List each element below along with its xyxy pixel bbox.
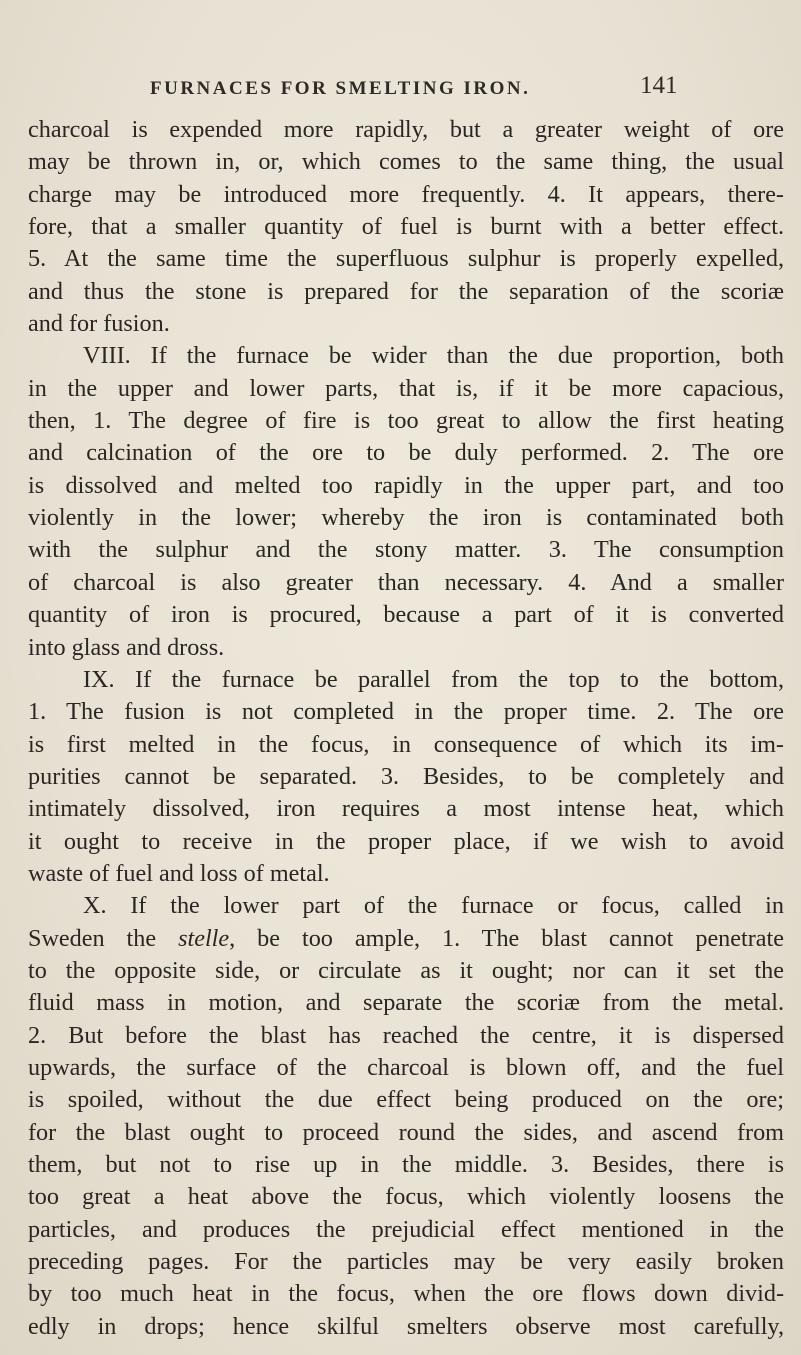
text-line: IX. If the furnace be parallel from the top to the bottom, [83,665,784,693]
text-line: violently in the lower; whereby the iron is contaminated both [28,504,784,532]
running-title: FURNACES FOR SMELTING IRON. [150,78,531,99]
text-line: may be thrown in, or, which comes to the same thing, the usual [28,148,784,176]
page-number: 141 [640,72,678,99]
text-line: 5. At the same time the superfluous sulphur is properly expelled, [28,245,784,273]
text-line: is first melted in the focus, in consequence of which its im- [28,730,784,758]
text-line: edly in drops; hence skilful smelters observe most carefully, [28,1312,784,1340]
text-line: purities cannot be separated. 3. Besides, to be completely and [28,762,784,790]
text-line: quantity of iron is procured, because a part of it is converted [28,601,784,629]
text-line: 2. But before the blast has reached the centre, it is dispersed [28,1021,784,1049]
text-line: of charcoal is also greater than necessary. 4. And a smaller [28,568,784,596]
text-line: to the opposite side, or circulate as it ought; nor can it set the [28,956,784,984]
text-line: X. If the lower part of the furnace or focus, called in [83,892,784,920]
text-line: by too much heat in the focus, when the ore flows down divid- [28,1280,784,1308]
text-line: fluid mass in motion, and separate the scoriæ from the metal. [28,989,784,1017]
text-line: into glass and dross. [28,633,225,661]
text-line: waste of fuel and loss of metal. [28,859,330,887]
text-line: with the sulphur and the stony matter. 3. The consumption [28,536,784,564]
text-line: particles, and produces the prejudicial effect mentioned in the [28,1215,784,1243]
text-line: it ought to receive in the proper place, if we wish to avoid [28,827,784,855]
text-line: and for fusion. [28,310,170,338]
body-text [28,114,784,1340]
text-line: them, but not to rise up in the middle. 3. Besides, there is [28,1151,784,1178]
text-line: too great a heat above the focus, which violently loosens the [28,1183,784,1211]
text-line: in the upper and lower parts, that is, if it be more capacious, [28,374,784,402]
text-line: VIII. If the furnace be wider than the due proportion, both [83,342,784,370]
text-line: charge may be introduced more frequently. 4. It appears, there- [28,180,784,208]
text-line: then, 1. The degree of fire is too great to allow the first heating [28,407,784,435]
text-line: for the blast ought to proceed round the sides, and ascend from [28,1118,784,1146]
text-line: preceding pages. For the particles may be very easily broken [28,1248,784,1276]
text-line: is dissolved and melted too rapidly in the upper part, and too [28,471,784,499]
italic-term: stelle [178,924,230,952]
text-line: is spoiled, without the due effect being produced on the ore; [28,1086,784,1114]
text-line: and calcination of the ore to be duly performed. 2. The ore [28,439,784,467]
text-line: 1. The fusion is not completed in the proper time. 2. The ore [28,698,784,726]
text-line: and thus the stone is prepared for the separation of the scoriæ [28,277,784,305]
text-line: Sweden the stelle, be too ample, 1. The blast cannot penetrate [28,924,784,952]
text-line: charcoal is expended more rapidly, but a greater weight of ore [28,116,784,143]
text-line: upwards, the surface of the charcoal is blown off, and the fuel [28,1053,784,1081]
text-line: fore, that a smaller quantity of fuel is burnt with a better effect. [28,213,784,241]
text-line: intimately dissolved, iron requires a most intense heat, which [28,795,784,823]
